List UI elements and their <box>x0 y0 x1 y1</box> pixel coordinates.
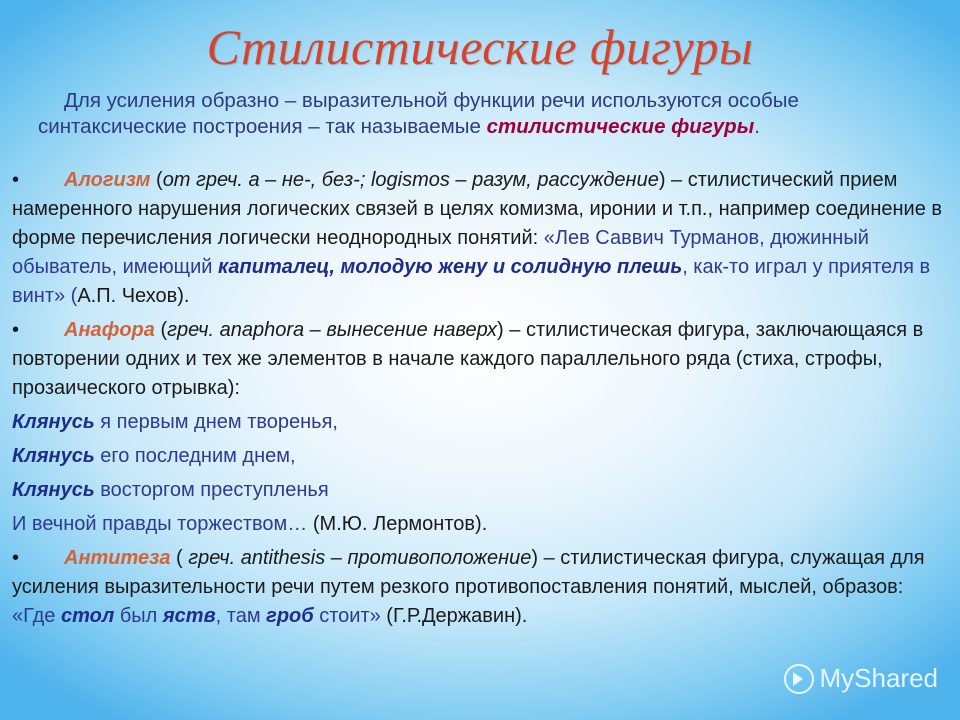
alogism-quote-bold: капиталец, молодую жену и солидную плешь <box>218 256 683 278</box>
anaphora-text: ( <box>154 319 168 341</box>
antithesis-word: гроб <box>266 605 314 627</box>
alogism-quote-end: , как-то играл у приятеля в винт» <box>12 256 931 307</box>
poem-anaphor: Клянусь <box>12 411 95 433</box>
antithesis-etymology: греч. antithesis – противоположение <box>188 547 532 569</box>
alogism-etymology: от греч. а – не-, без-; logismos – разум, рассуждение <box>162 169 659 191</box>
poem-line <box>12 408 942 437</box>
antithesis-word: яств <box>162 605 216 627</box>
antithesis-paragraph <box>12 544 942 631</box>
poem-text: я первым днем творенья, <box>94 411 338 433</box>
bullet: • <box>12 547 20 569</box>
content <box>12 166 942 631</box>
bullet: • <box>12 319 20 341</box>
anaphora-paragraph <box>12 316 942 403</box>
watermark <box>784 663 939 694</box>
intro-end: . <box>754 115 760 138</box>
antithesis-quote: стоит» <box>313 605 381 627</box>
intro-text: Для усиления образно – выразительной функции речи используются особые синтаксические построения – так называемые <box>38 89 799 138</box>
term-alogism: Алогизм <box>64 169 151 191</box>
alogism-text: ( <box>150 169 163 191</box>
antithesis-word: стол <box>60 605 115 627</box>
alogism-definition: ) – стилистический прием намеренного нарушения логических связей в целях комизма, иронии и т.п., например соединение в форме перечисления логически неоднородных понятий: <box>12 169 943 249</box>
bullet: • <box>12 169 20 191</box>
poem-line <box>12 510 942 539</box>
antithesis-quote: был <box>114 605 163 627</box>
antithesis-definition: ) – стилистическая фигура, служащая для усиления выразительности речи путем резкого противопоставления понятий, мыслей, образов: <box>12 547 925 598</box>
poem-anaphor: Клянусь <box>12 445 95 467</box>
alogism-paragraph <box>12 166 942 311</box>
antithesis-quote: «Где <box>12 605 61 627</box>
play-icon <box>784 664 814 694</box>
poem-text: восторгом преступленья <box>94 479 329 501</box>
poem-anaphor: Клянусь <box>12 479 95 501</box>
anaphora-definition: ) – стилистическая фигура, заключающаяся в повторении одних и тех же элементов в начале каждого параллельного ряда (стиха, строфы, прозаического отрывка): <box>12 319 924 399</box>
poem-author: (М.Ю. Лермонтов). <box>307 513 488 535</box>
antithesis-quote: , там <box>215 605 267 627</box>
poem-line <box>12 442 942 471</box>
watermark-text: MyShared <box>819 663 938 693</box>
antithesis-author: (Г.Р.Державин). <box>380 605 528 627</box>
term-anaphora: Анафора <box>64 319 155 341</box>
antithesis-text: ( <box>170 547 189 569</box>
term-antithesis: Антитеза <box>64 547 171 569</box>
anaphora-etymology: греч. anaphora – вынесение наверх <box>167 319 498 341</box>
alogism-author: А.П. Чехов <box>77 285 178 307</box>
poem-text: его последним днем, <box>94 445 296 467</box>
intro-highlight: стилистические фигуры <box>486 115 755 138</box>
paren: ). <box>177 285 190 307</box>
alogism-quote: «Лев Саввич Турманов, дюжинный обыватель, имеющий <box>12 227 869 278</box>
intro-paragraph <box>38 88 938 140</box>
poem-text: И вечной правды торжеством… <box>12 513 308 535</box>
slide-title: Стилистические фигуры <box>206 19 754 75</box>
poem-line <box>12 476 942 505</box>
paren: ( <box>65 285 78 307</box>
